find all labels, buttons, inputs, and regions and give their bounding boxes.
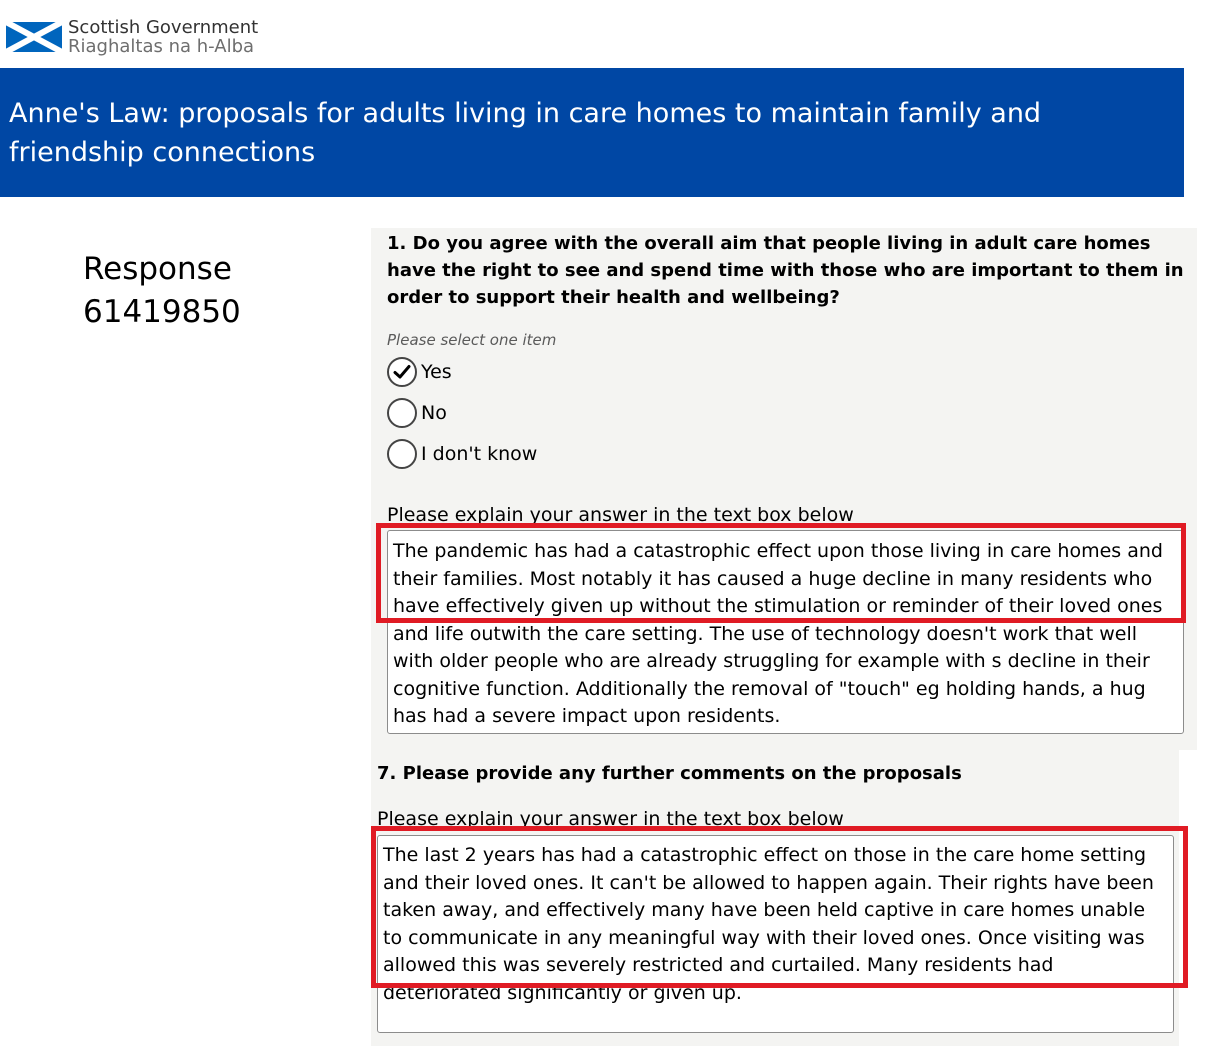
option-dont-know-label: I don't know [421, 443, 538, 465]
response-label: Response [83, 251, 232, 287]
saltire-flag-icon [6, 22, 62, 52]
question-1-text: 1. Do you agree with the overall aim that people living in adult care homes have the right to see and spend time with those who are important to them in order to support their health and wellbeing? [387, 233, 1184, 308]
question-7-explain-label: Please explain your answer in the text box below [377, 808, 844, 830]
question-1-answer-box[interactable] [387, 530, 1184, 734]
checkmark-icon [393, 363, 411, 381]
radio-dont-know[interactable] [387, 439, 417, 469]
logo-name-english: Scottish Government [68, 17, 259, 38]
radio-no[interactable] [387, 398, 417, 428]
option-no-label: No [421, 402, 447, 424]
response-heading [83, 248, 241, 334]
scottish-government-logo[interactable] [6, 18, 266, 60]
question-7-answer-box[interactable] [377, 835, 1174, 1033]
question-7-answer-text: The last 2 years has had a catastrophic effect on those in the care home setting and their loved ones. It can't be allowed to happen again. Their rights have been taken away, and effectively many have been held captive in care homes unable to communicate in any meaningful way with their loved ones. Once visiting was allowed this was severely restricted and curtailed. Many residents had deteriorated significantly or given up. [383, 844, 1154, 1004]
question-1-explain-label: Please explain your answer in the text box below [387, 504, 854, 526]
logo-text [68, 18, 258, 56]
question-7-text: 7. Please provide any further comments on the proposals [377, 763, 962, 784]
option-yes-label: Yes [421, 361, 452, 383]
consultation-banner [0, 68, 1184, 197]
question-1-hint: Please select one item [387, 331, 557, 349]
consultation-title: Anne's Law: proposals for adults living in care homes to maintain family and friendship connections [9, 98, 1042, 168]
radio-yes[interactable] [387, 357, 417, 387]
response-id: 61419850 [83, 294, 241, 330]
logo-name-gaelic: Riaghaltas na h-Alba [68, 36, 255, 57]
question-1-answer-text: The pandemic has had a catastrophic effect upon those living in care homes and their families. Most notably it has caused a huge decline in many residents who have effectively given up without the stimulation or reminder of their loved ones and life outwith the care setting. The use of technology doesn't work that well with older people who are already struggling for example with s decline in their cognitive function. Additionally the removal of "touch" eg holding hands, a hug has had a severe impact upon residents. [393, 540, 1163, 727]
